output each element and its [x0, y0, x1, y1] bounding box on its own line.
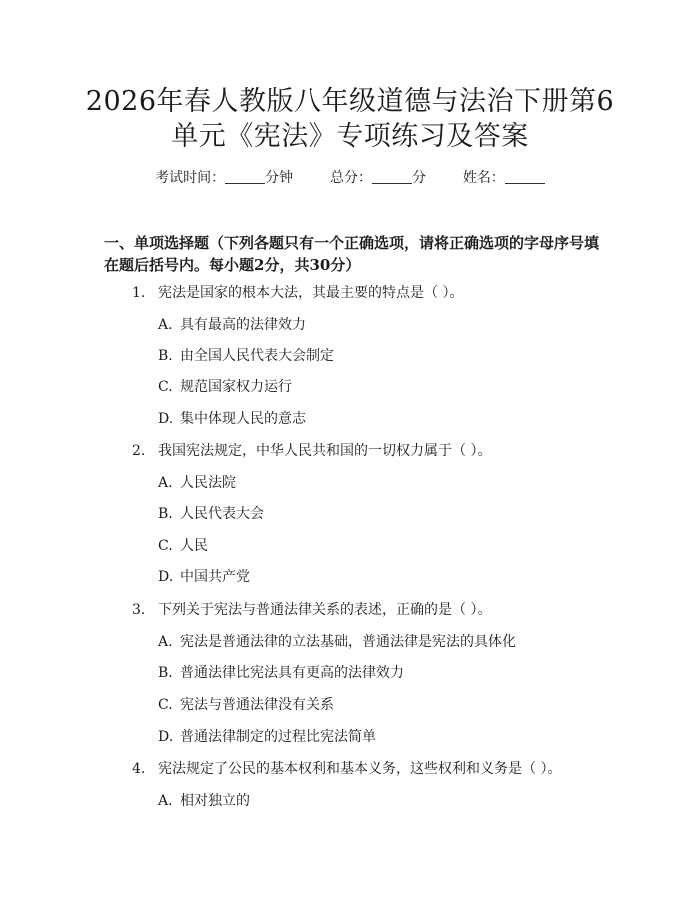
option-letter: C. [158, 697, 173, 713]
question-1-option-c [158, 377, 292, 397]
question-number: 4. [132, 761, 146, 777]
score-blank [372, 169, 412, 184]
question-2-option-b [158, 504, 264, 524]
question-4 [132, 759, 561, 779]
score-label: 总分： [330, 170, 372, 186]
question-3-option-a [158, 632, 516, 652]
name-blank [505, 169, 545, 184]
option-letter: B. [158, 506, 173, 522]
option-letter: A. [158, 475, 173, 491]
question-2-option-c [158, 536, 208, 556]
time-unit: 分钟 [265, 170, 294, 186]
time-blank [225, 169, 265, 184]
option-text: 中国共产党 [180, 569, 250, 585]
question-text: 我国宪法规定，中华人民共和国的一切权力属于（ ）。 [158, 443, 492, 459]
option-letter: C. [158, 538, 173, 554]
question-3-option-c [158, 695, 334, 715]
option-letter: A. [158, 634, 173, 650]
question-2-option-a [158, 473, 236, 493]
question-number: 2. [132, 443, 146, 459]
exam-info-row [0, 168, 700, 188]
question-4-option-a [158, 791, 250, 811]
score-unit: 分 [412, 170, 426, 186]
option-letter: A. [158, 317, 173, 333]
question-1-option-d [158, 409, 306, 429]
time-label: 考试时间： [155, 170, 226, 186]
option-letter: C. [158, 379, 173, 395]
option-text: 相对独立的 [180, 793, 250, 809]
question-number: 3. [132, 602, 146, 618]
option-text: 人民 [180, 538, 208, 554]
section-1-heading: 一、单项选择题（下列各题只有一个正确选项，请将正确选项的字母序号填在题后括号内。每小题2分，共30分） [104, 234, 600, 274]
option-text: 宪法是普通法律的立法基础，普通法律是宪法的具体化 [180, 634, 516, 650]
option-text: 由全国人民代表大会制定 [180, 348, 334, 364]
option-text: 集中体现人民的意志 [180, 411, 306, 427]
option-text: 人民法院 [180, 475, 236, 491]
option-letter: D. [158, 411, 174, 427]
question-3-option-b [158, 663, 404, 683]
document-title-line-1: 2026年春人教版八年级道德与法治下册第6 [85, 86, 615, 117]
question-1 [132, 283, 463, 303]
question-text: 下列关于宪法与普通法律关系的表述，正确的是（ ）。 [158, 602, 492, 618]
option-letter: B. [158, 665, 173, 681]
question-3-option-d [158, 727, 376, 747]
name-label: 姓名： [462, 170, 505, 186]
option-text: 人民代表大会 [180, 506, 264, 522]
question-text: 宪法规定了公民的基本权利和基本义务，这些权利和义务是（ ）。 [158, 761, 562, 777]
option-text: 具有最高的法律效力 [180, 317, 306, 333]
option-text: 规范国家权力运行 [180, 379, 292, 395]
option-letter: D. [158, 729, 174, 745]
option-text: 宪法与普通法律没有关系 [180, 697, 334, 713]
question-1-option-b [158, 346, 334, 366]
question-1-option-a [158, 315, 306, 335]
question-text: 宪法是国家的根本大法，其最主要的特点是（ ）。 [158, 285, 464, 301]
option-text: 普通法律制定的过程比宪法简单 [180, 729, 376, 745]
question-2-option-d [158, 567, 250, 587]
document-title-line-2: 单元《宪法》专项练习及答案 [171, 121, 529, 152]
option-text: 普通法律比宪法具有更高的法律效力 [180, 665, 404, 681]
question-number: 1. [132, 285, 146, 301]
option-letter: A. [158, 793, 173, 809]
question-2 [132, 441, 491, 461]
option-letter: D. [158, 569, 174, 585]
option-letter: B. [158, 348, 173, 364]
question-3 [132, 600, 491, 620]
